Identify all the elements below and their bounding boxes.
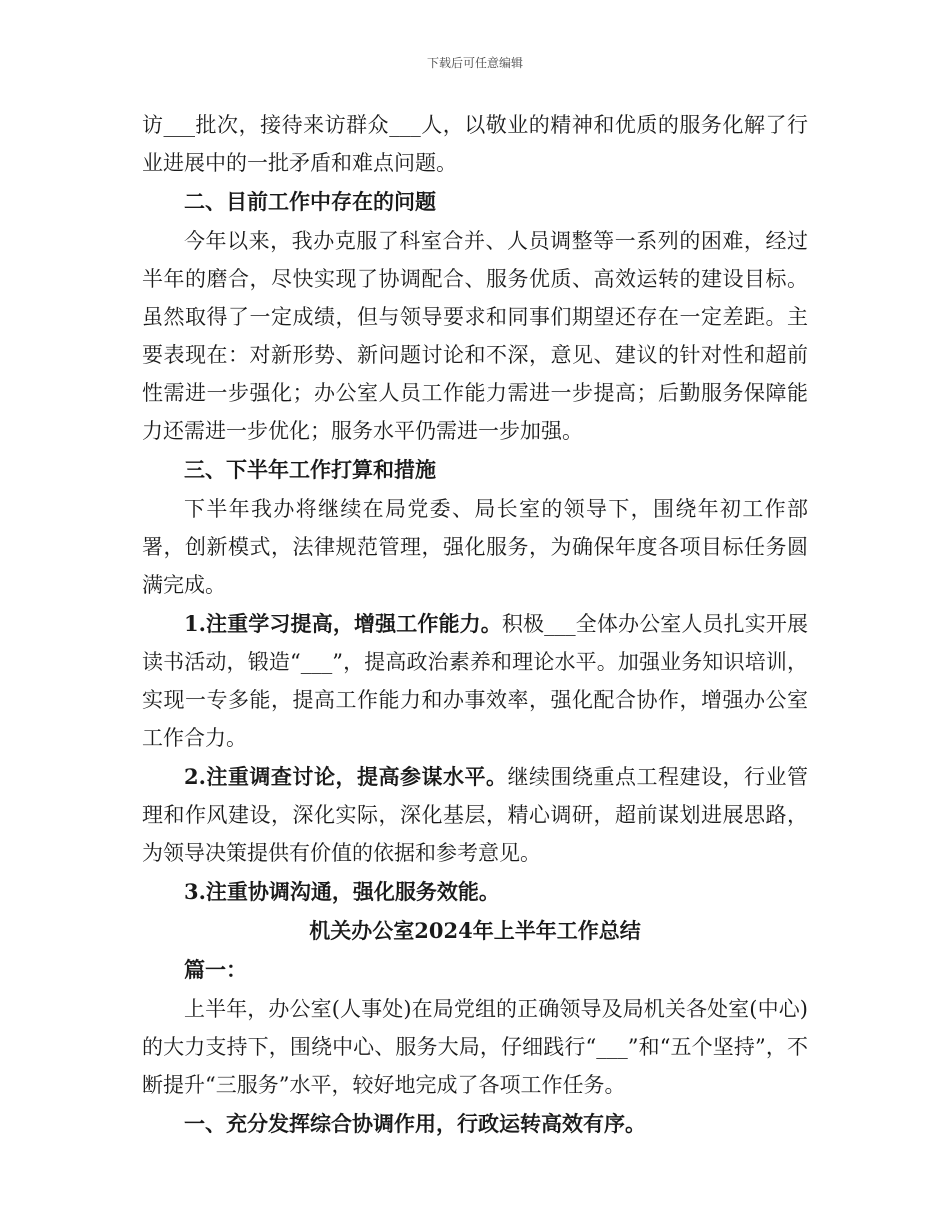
list-item-study bbox=[142, 605, 808, 757]
list-item-study-text: 积极___全体办公室人员扎实开展读书活动，锻造“___”，提高政治素养和理论水平。加强业务知识培训，实现一专多能，提高工作能力和办事效率，强化配合协作，增强办公室工作合力。 bbox=[142, 612, 809, 750]
document-body bbox=[142, 106, 808, 1144]
list-item-research-title: 2.注重调查讨论，提高参谋水平。 bbox=[184, 764, 508, 789]
list-item-research bbox=[142, 758, 808, 872]
list-item-study-title: 1.注重学习提高，增强工作能力。 bbox=[184, 611, 502, 636]
paragraph-visits: 访___批次，接待来访群众___人，以敬业的精神和优质的服务化解了行业进展中的一批矛盾和难点问题。 bbox=[142, 113, 808, 175]
part-label: 篇一： bbox=[184, 957, 247, 982]
document-title: 机关办公室2024年上半年工作总结 bbox=[309, 918, 641, 943]
paragraph-plans: 下半年我办将继续在局党委、局长室的领导下，围绕年初工作部署，创新模式，法律规范管理，强化服务，为确保年度各项目标任务圆满完成。 bbox=[142, 497, 808, 597]
paragraph-summary: 上半年，办公室(人事处)在局党组的正确领导及局机关各处室(中心)的大力支持下，围绕中心、服务大局，仔细践行“___”和“五个坚持”，不断提升“三服务”水平，较好地完成了各项工作任务。 bbox=[142, 997, 808, 1097]
section-heading-coordination: 一、充分发挥综合协调作用，行政运转高效有序。 bbox=[184, 1111, 646, 1136]
list-item-coordination: 3.注重协调沟通，强化服务效能。 bbox=[184, 879, 500, 904]
section-heading-problems: 二、目前工作中存在的问题 bbox=[184, 189, 436, 214]
section-heading-plans: 三、下半年工作打算和措施 bbox=[184, 457, 436, 482]
paragraph-problems: 今年以来，我办克服了科室合并、人员调整等一系列的困难，经过半年的磨合，尽快实现了协调配合、服务优质、高效运转的建设目标。虽然取得了一定成绩，但与领导要求和同事们期望还存在一定差距。主要表现在：对新形势、新问题讨论和不深，意见、建议的针对性和超前性需进一步强化；办公室人员工作能力需进一步提高；后勤服务保障能力还需进一步优化；服务水平仍需进一步加强。 bbox=[142, 229, 808, 443]
page-header: 下载后可任意编辑 bbox=[426, 56, 523, 70]
list-item-research-text: 继续围绕重点工程建设，行业管理和作风建设，深化实际，深化基层，精心调研，超前谋划进展思路，为领导决策提供有价值的依据和参考意见。 bbox=[142, 765, 809, 865]
